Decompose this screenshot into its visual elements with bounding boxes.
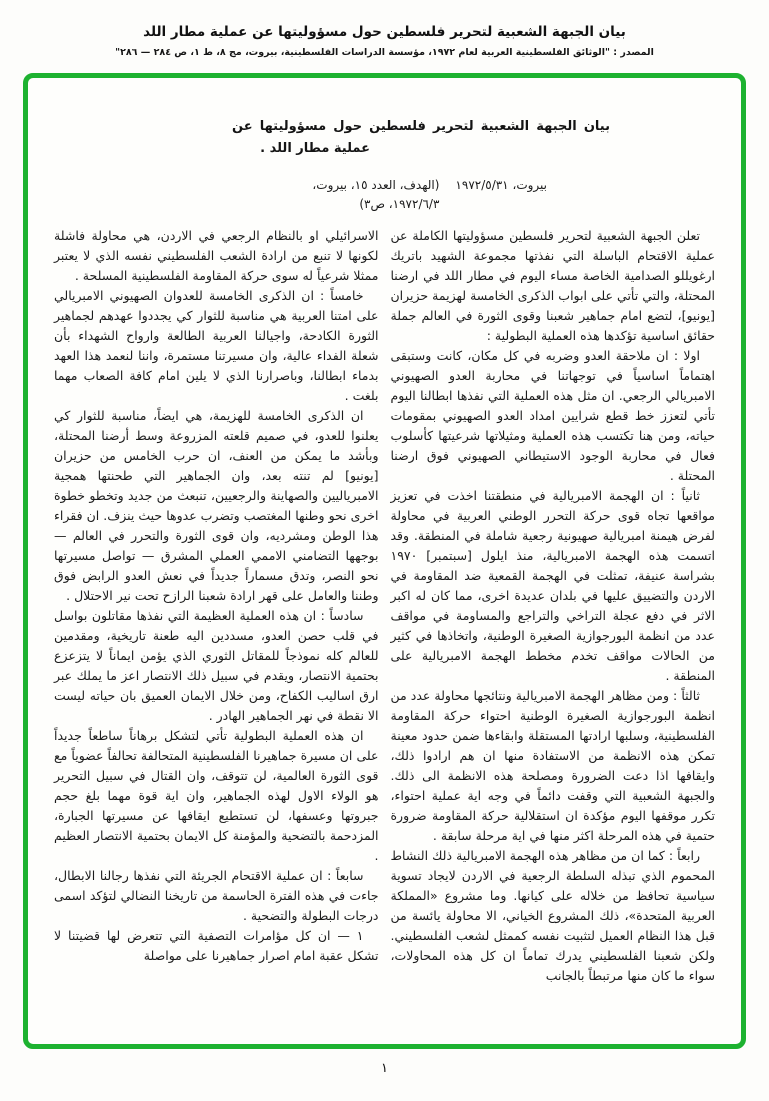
page-number: ١ [381, 1061, 388, 1076]
column-left [54, 226, 379, 986]
page-header [0, 0, 769, 58]
statement-title-line2: عملية مطار اللد . [260, 141, 370, 156]
page-title: بيان الجبهة الشعبية لتحرير فلسطين حول مسؤوليتها عن عملية مطار اللد [143, 24, 626, 40]
paragraph-numbered-one: ١ — ان كل مؤامرات التصفية التي تتعرض لها قضيتنا لا تشكل عقبة امام اصرار جماهيرنا على مواصلة [54, 928, 379, 963]
paragraph-sixth: سادساً : ان هذه العملية العظيمة التي نفذها مقاتلون بواسل في قلب حصن العدو، مسددين اليه طعنة تاريخية، ومقدمين للعالم كله نموذجاً للمقاتل الثوري الذي يؤمن ايماناً لا يتزعزع بحتمية الانتصار، ويقدم في سبيل ذلك الانتصار اعز ما يملك عبر ارق اساليب الكفاح، ومن خلال الايمان العميق بان حياته ليست الا نقطة في نهر الجماهير الهادر . [54, 608, 379, 723]
source-citation-line: المصدر : "الوثائق الفلسطينية العربية لعام ١٩٧٢، مؤسسة الدراسات الفلسطينية، بيروت، مج ٨، ط ١، ص ٢٨٤ — ٢٨٦" [115, 47, 654, 58]
paragraph-first: اولا : ان ملاحقة العدو وضربه في كل مكان، كانت وستبقى اهتماماً اساسياً في توجهاتنا في محاربة العدو الصهيوني الامبريالي الرجعي. ان مثل هذه العملية التي نفذها ابطالنا اليوم تأتي لتعزز خط قطع شرايين امداد العدو الصهيوني بمقومات حياته، ومن هنا تكتسب هذه العملية ومثيلاتها شرعيتها كأسلوب فعال في محاربة الوجود الاستيطاني الصهيوني فوق ارضنا المحتلة . [390, 348, 715, 483]
paragraph-fourth-continued: الاسرائيلي او بالنظام الرجعي في الاردن، هي محاولة فاشلة لكونها لا تنبع من ارادة الشعب الفلسطيني نفسه الذي لا يعتبر ممثلا شرعياً له سوى حركة المقاومة الفلسطينية المسلحة . [54, 228, 379, 283]
document-frame [23, 73, 746, 1049]
two-column-body [54, 226, 715, 986]
dateline: بيروت، ١٩٧٢/٥/٣١ [455, 178, 547, 192]
paragraph-third: ثالثاً : ومن مظاهر الهجمة الامبريالية ونتائجها محاولة عدد من انظمة البورجوازية الصغيرة الوطنية احتواء حركة المقاومة الفلسطينية، وسلبها ارادتها المستقلة وابقاءها ضمن حدود معينة تمكن هذه الانظمة من الاستفادة منها ان هم ارادوا ذلك، وايقافها اذا دعت الضرورة ومصلحة هذه الانظمة الى ذلك. والجبهة الشعبية التي وقفت دائماً في وجه اية عملية احتواء، تكرر موقفها اليوم مؤكدة ان استقلالية حركة المقاومة ضرورة حتمية في هذه المرحلة اكثر منها في اية مرحلة سابقة . [390, 688, 715, 843]
paragraph-fifth-anniversary: ان الذكرى الخامسة للهزيمة، هي ايضاً، مناسبة للثوار كي يعلنوا للعدو، في صميم قلعته المزروعة وسط أرضنا المحتلة، وبأشد ما يمكن من العنف، ان حرب الخامس من حزيران [يونيو] لم تنته بعد، وان الجماهير التي طحنتها همجية الامبرياليين والصهاينة والرجعيين، تنبعث من جديد وتخطو خطوة اخرى نحو وطنها المغتصب وتضرب عدوها حيث ينزف. ان فقراء هذا الوطن ومشرديه، وان قوى الثورة والتحرر في العالم — بوجهها التضامني الاممي العملي المشرق — تواصل مسيرتها نحو النصر، وتدق مسماراً جديداً في نعش العدو الرابض فوق وطننا والعامل على قهر ارادة شعبنا الرازح تحت نير الاحتلال . [54, 408, 379, 603]
paragraph-fifth: خامساً : ان الذكرى الخامسة للعدوان الصهيوني الامبريالي على امتنا العربية هي مناسبة للثوار كي يجددوا عهدهم لجماهير الثورة الكادحة، واجيالنا العربية الطالعة وارواح الشهداء بأن شعلة الفداء عالية، وان مسيرتنا مستمرة، واننا لنعمد هذا العهد بدماء ابطالنا، وباصرارنا الذي لا يلين امام كافة الصعاب مهما بلغت . [54, 288, 379, 403]
journal-citation: (الهدف، العدد ١٥، بيروت، ١٩٧٢/٦/٣، ص٣) [312, 178, 440, 211]
paragraph-seventh: سابعاً : ان عملية الاقتحام الجريئة التي نفذها رجالنا الابطال، جاءت في هذه الفترة الحاسمة من تاريخنا النضالي لتؤكد اسمى درجات البطولة والتضحية . [54, 868, 379, 923]
paragraph-second: ثانياً : ان الهجمة الامبريالية في منطقتنا اخذت في تعزيز مواقعها تجاه قوى حركة التحرر الوطني العربية في محاولة لفرض هيمنة امبريالية صهيونية رجعية شاملة في المنطقة. وقد اتسمت هذه الهجمة الامبريالية، منذ ايلول [سبتمبر] ١٩٧٠ بشراسة عنيفة، تمثلت في الهجمة القمعية ضد المقاومة في الاردن والتضييق عليها في بلدان عديدة اخرى، مما كان له اكبر الاثر في دفع عجلة التراخي والتراجع والمساومة في مواقف عدد من انظمة البورجوازية الصغيرة الوطنية، واتخاذها في كثير من الحالات مواقف تخدم مخطط الهجمة الامبريالية على المنطقة . [390, 488, 715, 683]
paragraph-fourth: رابعاً : كما ان من مظاهر هذه الهجمة الامبريالية ذلك النشاط المحموم الذي تبذله السلطة الرجعية في الاردن لايجاد تسوية سياسية تحافظ من خلاله على كيانها. وما مشروع «المملكة العربية المتحدة»، ذلك المشروع الخياني، الا محاولة يائسة من قبل هذا النظام العميل لتثبيت نفسه كممثل لشعب الفلسطيني. ولكن شعبنا الفلسطيني يدرك تماماً ان كل هذه المحاولات، سواء ما كان منها مرتبطاً بالجانب [390, 848, 715, 983]
statement-title-line1: بيان الجبهة الشعبية لتحرير فلسطين حول مسؤوليتها عن [232, 119, 610, 134]
dateline-row [54, 176, 547, 214]
column-right [391, 226, 716, 986]
statement-title [232, 116, 610, 160]
paragraph-heroic-operation: ان هذه العملية البطولية تأتي لتشكل برهاناً ساطعاً جديداً على ان مسيرة جماهيرنا الفلسطينية المتحالفة تحالفاً عضوياً مع قوى الثورة العالمية، لن تتوقف، وان القتال في سبيل التحرير هو الولاء الاول لهذه الجماهير، وان اية قوة مهما بلغ حجم جبروتها وعسفها، لن تستطيع ايقافها عن مسيرتها الجبارة، المزدحمة بالتضحية والمؤمنة كل الايمان بحتمية الانتصار العظيم . [54, 728, 379, 863]
paragraph-intro: تعلن الجبهة الشعبية لتحرير فلسطين مسؤوليتها الكاملة عن عملية الاقتحام الباسلة التي نفذتها مجموعة الشهيد باتريك ارغويللو الصدامية الخاصة مساء اليوم في مطار اللد في ارضنا المحتلة، والتي تأتي على ابواب الذكرى الخامسة لهزيمة حزيران [يونيو]، لتضع امام جماهير شعبنا وقوى الثورة في العالم جملة حقائق اساسية تؤكدها هذه العملية البطولية : [390, 228, 715, 343]
